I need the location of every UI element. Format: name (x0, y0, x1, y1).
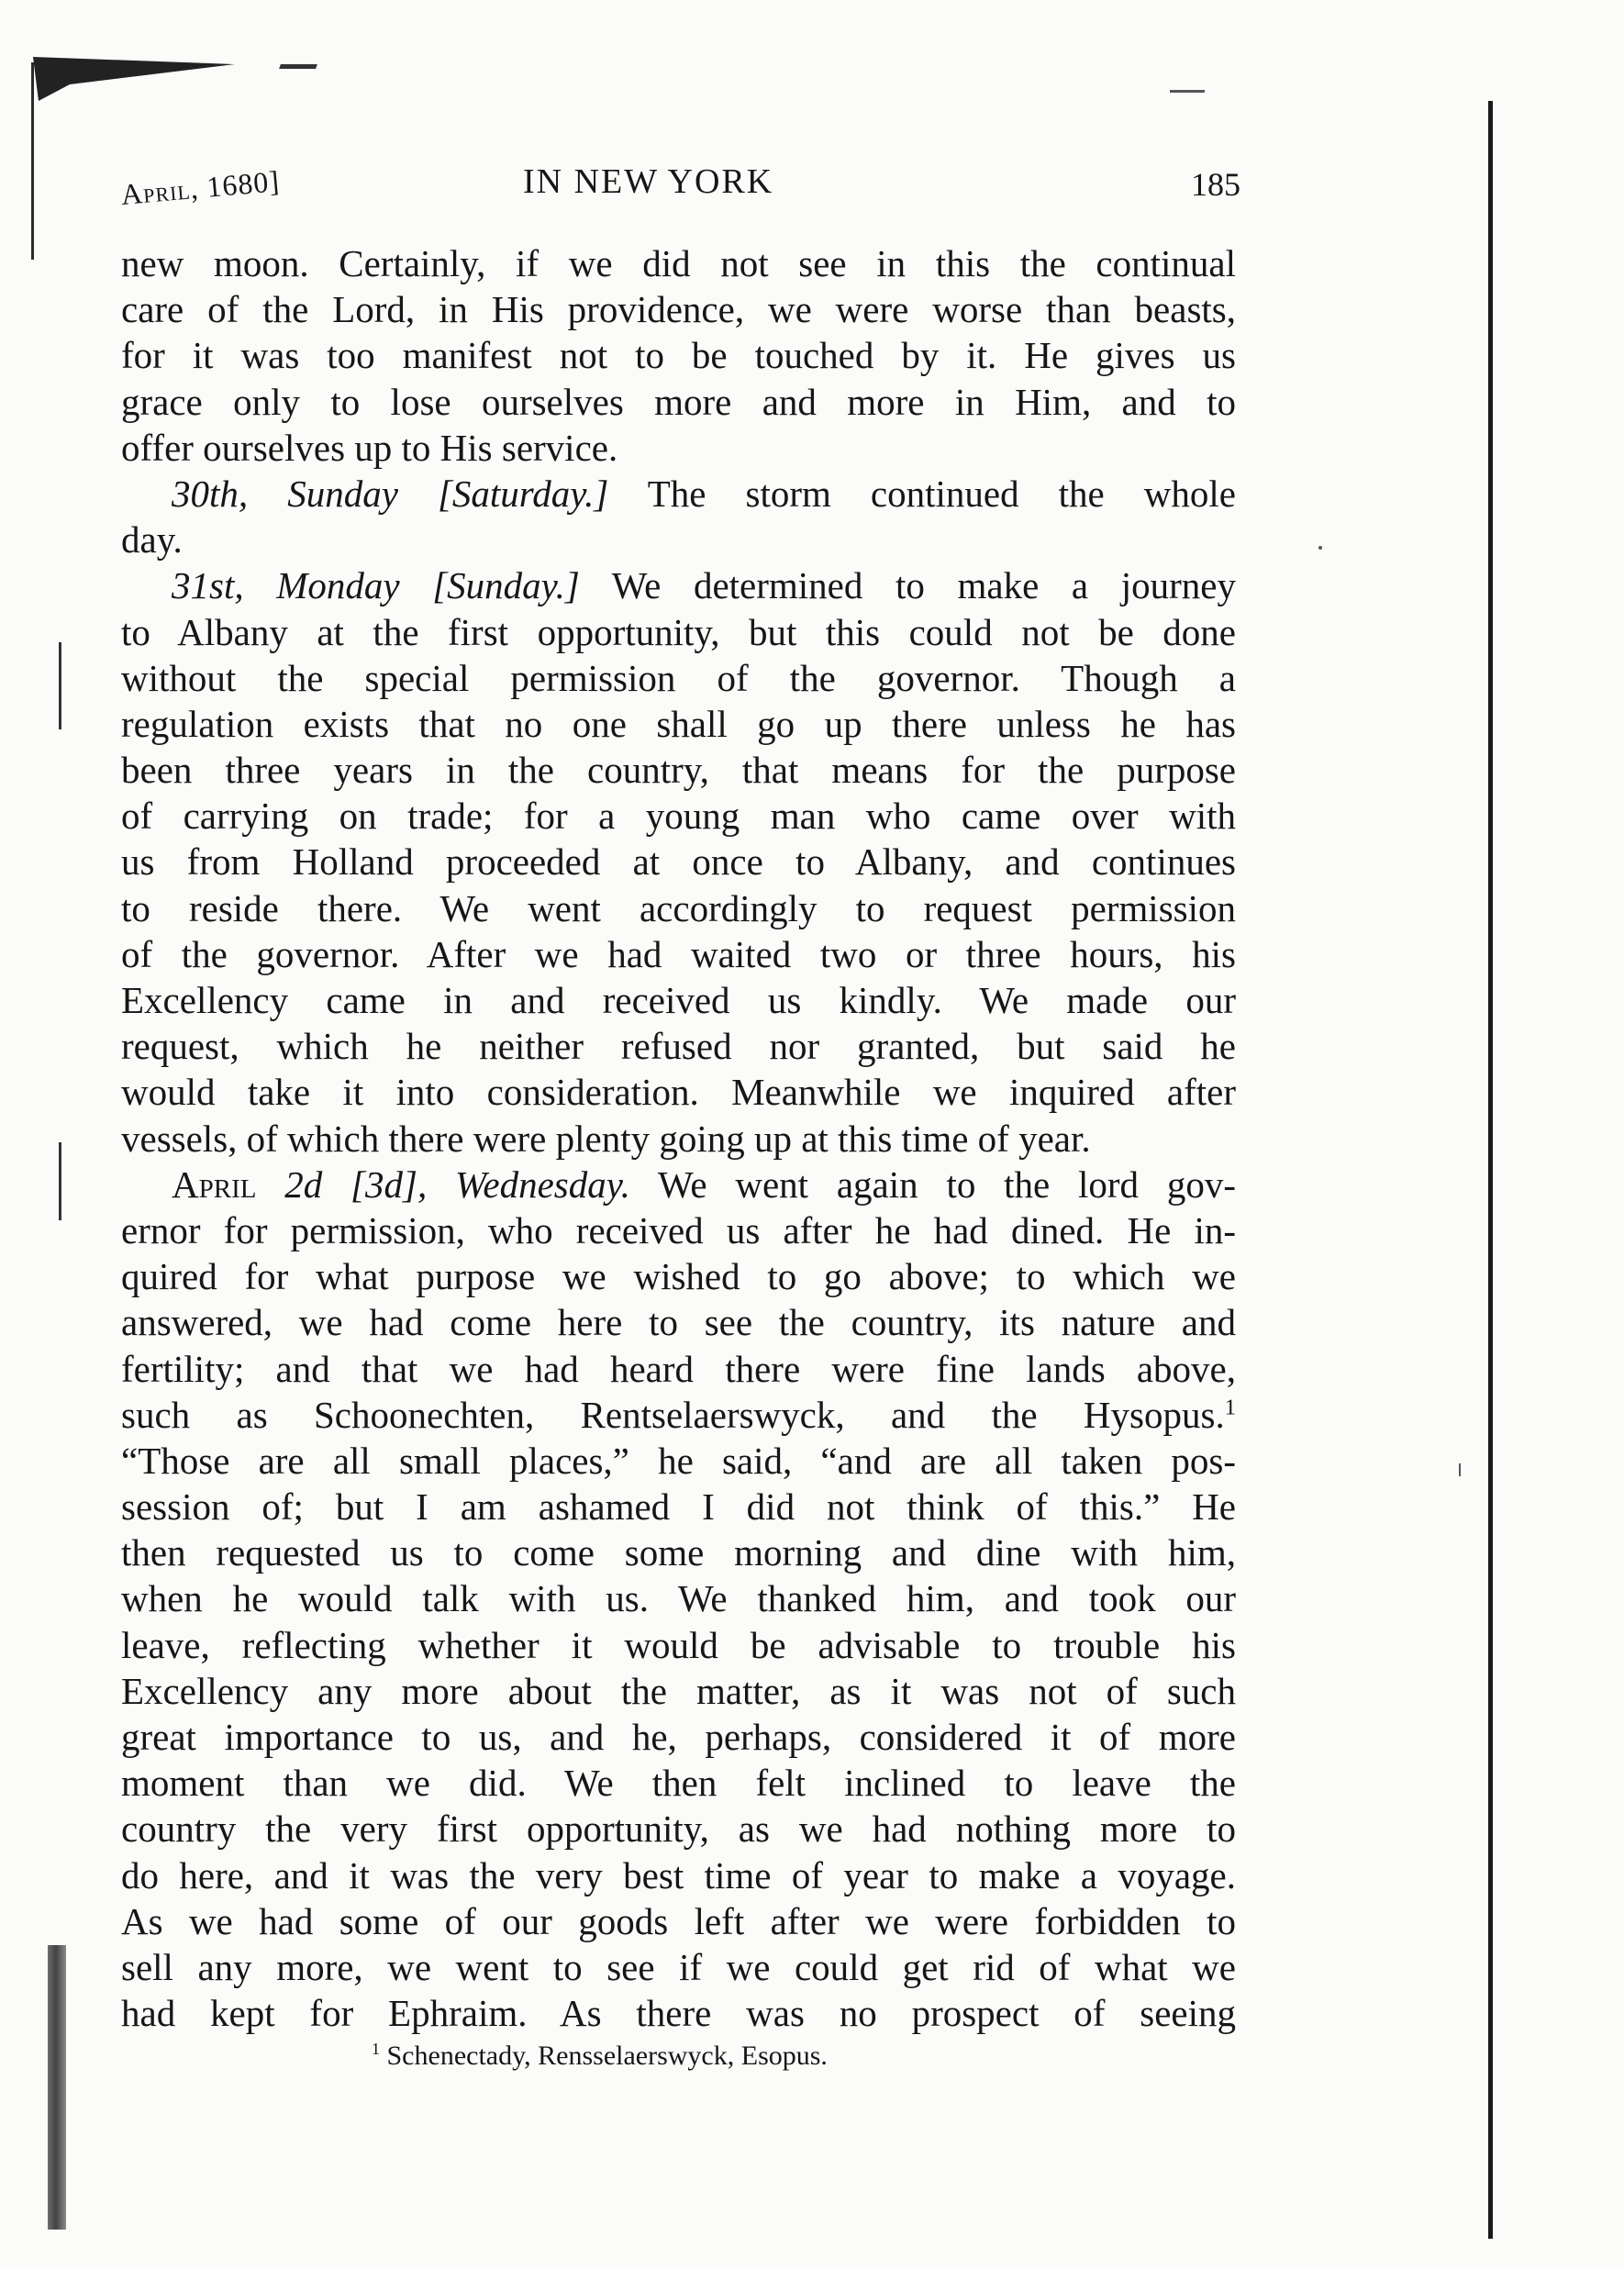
text-line: grace only to lose ourselves more and more in Him, and to (121, 380, 1236, 423)
scan-edge-shadow (48, 1945, 66, 2230)
text-line: answered, we had come here to see the country, its nature and (121, 1301, 1236, 1344)
text-line: leave, reflecting whether it would be advisable to trouble his (121, 1623, 1236, 1666)
page-number: 185 (1191, 166, 1240, 203)
footnote (372, 2041, 828, 2072)
text-line: 31st, Monday [Sunday.] We determined to make a journey (172, 564, 1236, 607)
text-line: do here, and it was the very best time of year to make a voyage. (121, 1853, 1236, 1896)
scan-right-edge (1488, 101, 1493, 2239)
entry-date: 30th, Sunday [Saturday.] (172, 472, 609, 515)
entry-month: April (172, 1162, 257, 1206)
entry-date: 31st, Monday [Sunday.] (172, 564, 580, 607)
scan-speck (1318, 546, 1322, 550)
text-line: without the special permission of the governor. Though a (121, 656, 1236, 699)
scan-corner-mark (33, 57, 235, 101)
text-line: quired for what purpose we wished to go above; to which we (121, 1255, 1236, 1298)
text-line: Excellency any more about the matter, as it was not of such (121, 1669, 1236, 1712)
text-line: of the governor. After we had waited two or three hours, his (121, 932, 1236, 975)
scan-speck-top (279, 64, 317, 69)
text-line: great importance to us, and he, perhaps, considered it of more (121, 1716, 1236, 1758)
text-line: us from Holland proceeded at once to Albany, and continues (121, 840, 1236, 884)
text-line: would take it into consideration. Meanwhile we inquired after (121, 1071, 1236, 1114)
footnote-reference: 1 (1224, 1395, 1236, 1420)
text-line: As we had some of our goods left after we were forbidden to (121, 1899, 1236, 1942)
text-line: such as Schoonechten, Rentselaerswyck, and the Hysopus.$^1$ (121, 1393, 1236, 1436)
text-line: session of; but I am ashamed I did not think of this.” He (121, 1485, 1236, 1529)
text-line: for it was too manifest not to be touched by it. He gives us (121, 334, 1236, 377)
running-head-date: April, 1680] (119, 163, 282, 211)
text-line: day. (121, 518, 183, 562)
entry-date: 2d [3d], Wednesday. (284, 1162, 630, 1206)
text-line: “Those are all small places,” he said, “and are all taken pos- (121, 1439, 1236, 1482)
text-line: ernor for permission, who received us after he had dined. He in- (121, 1208, 1236, 1251)
text-line: regulation exists that no one shall go up there unless he has (121, 702, 1236, 745)
text-line: had kept for Ephraim. As there was no prospect of seeing (121, 1992, 1236, 2035)
text-line: offer ourselves up to His service. (121, 426, 618, 469)
text-line: been three years in the country, that means for the purpose (121, 749, 1236, 792)
body-text (121, 240, 1236, 2036)
text-line: vessels, of which there were plenty going up at this time of year. (121, 1117, 1091, 1160)
scan-speck (1459, 1463, 1461, 1476)
running-head-title: IN NEW YORK (523, 162, 774, 201)
margin-mark (59, 642, 61, 729)
scan-dash-right (1170, 90, 1205, 93)
text-line: new moon. Certainly, if we did not see in this the continual (121, 242, 1236, 284)
text-line: Excellency came in and received us kindly. We made our (121, 979, 1236, 1021)
text-line: care of the Lord, in His providence, we were worse than beasts, (121, 288, 1236, 331)
text-line: then requested us to come some morning and dine with him, (121, 1531, 1236, 1574)
text-line: to Albany at the first opportunity, but this could not be done (121, 610, 1236, 653)
text-line: moment than we did. We then felt inclined to leave the (121, 1762, 1236, 1805)
text-line: request, which he neither refused nor granted, but said he (121, 1025, 1236, 1068)
text-line: 30th, Sunday [Saturday.] The storm continued the whole (172, 472, 1236, 515)
running-head (0, 158, 1624, 213)
text-line: to reside there. We went accordingly to request permission (121, 886, 1236, 929)
text-line: country the very first opportunity, as we had nothing more to (121, 1807, 1236, 1851)
text-line: sell any more, we went to see if we could get rid of what we (121, 1945, 1236, 1988)
text-line: April 2d [3d], Wednesday. We went again to the lord gov- (172, 1162, 1236, 1206)
footnote-marker: 1 (372, 2040, 380, 2058)
text-line: of carrying on trade; for a young man who came over with (121, 795, 1236, 838)
footnote-text: Schenectady, Rensselaerswyck, Esopus. (386, 2041, 828, 2071)
text-line: when he would talk with us. We thanked him, and took our (121, 1577, 1236, 1620)
margin-mark (59, 1142, 61, 1220)
text-line: fertility; and that we had heard there were fine lands above, (121, 1347, 1236, 1390)
